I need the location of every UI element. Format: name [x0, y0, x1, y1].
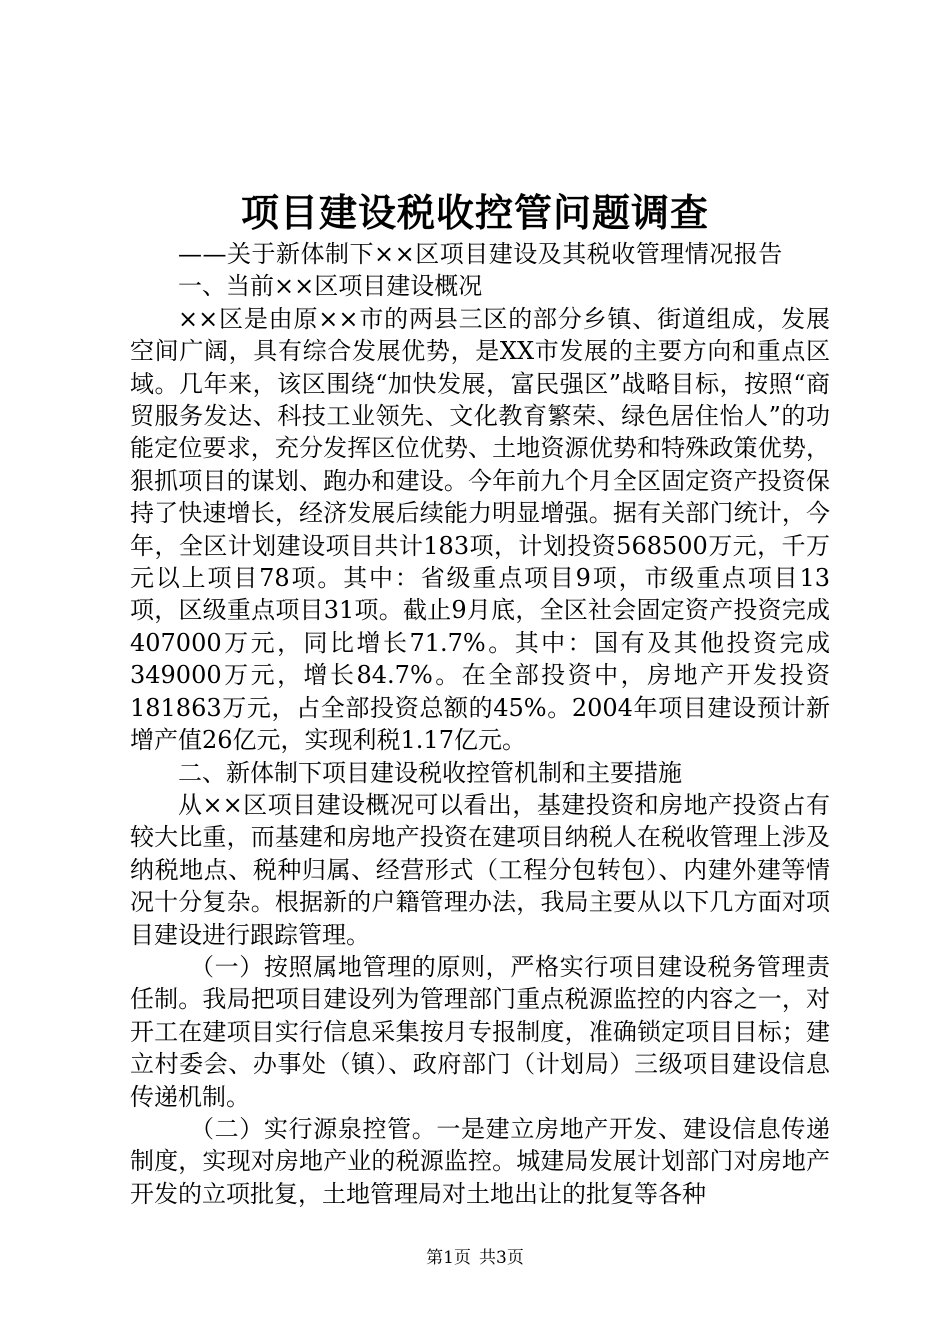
document-body	[130, 238, 830, 1210]
page-number: 第1页	[426, 1248, 471, 1268]
section-heading-1: 一、当前××区项目建设概况	[178, 272, 483, 301]
paragraph-1: ××区是由原××市的两县三区的部分乡镇、街道组成，发展空间广阔，具有综合发展优势，是XX市发展的主要方向和重点区域。几年来，该区围绕“加快发展，富民强区”战略目标，按照“商贸服务发达、科技工业领先、文化教育繁荣、绿色居住怡人”的功能定位要求，充分发挥区位优势、土地资源优势和特殊政策优势，狠抓项目的谋划、跑办和建设。今年前九个月全区固定资产投资保持了快速增长，经济发展后续能力明显增强。据有关部门统计，今年，全区计划建设项目共计183项，计划投资568500万元，千万元以上项目78项。其中：省级重点项目9项，市级重点项目13项，区级重点项目31项。截止9月底，全区社会固定资产投资完成407000万元，同比增长71.7%。其中：国有及其他投资完成349000万元，增长84.7%。在全部投资中，房地产开发投资181863万元，占全部投资总额的45%。2004年项目建设预计新增产值26亿元，实现利税1.17亿元。	[130, 304, 830, 755]
paragraph-3: （一）按照属地管理的原则，严格实行项目建设税务管理责任制。我局把项目建设列为管理部门重点税源监控的内容之一，对开工在建项目实行信息采集按月专报制度，准确锁定项目目标；建立村委会、办事处（镇）、政府部门（计划局）三级项目建设信息传递机制。	[130, 952, 830, 1111]
paragraph-2: 从××区项目建设概况可以看出，基建投资和房地产投资占有较大比重，而基建和房地产投资在建项目纳税人在税收管理上涉及纳税地点、税种归属、经营形式（工程分包转包）、内建外建等情况十分复杂。根据新的户籍管理办法，我局主要从以下几方面对项目建设进行跟踪管理。	[130, 790, 830, 949]
document-subtitle: ——关于新体制下××区项目建设及其税收管理情况报告	[178, 240, 783, 268]
page-total: 共3页	[479, 1248, 524, 1268]
document-title: 项目建设税收控管问题调查	[240, 190, 709, 235]
page-footer	[0, 1243, 950, 1268]
section-heading-2: 二、新体制下项目建设税收控管机制和主要措施	[178, 758, 682, 787]
paragraph-4: （二）实行源泉控管。一是建立房地产开发、建设信息传递制度，实现对房地产业的税源监控。城建局发展计划部门对房地产开发的立项批复，土地管理局对土地出让的批复等各种	[130, 1114, 830, 1208]
